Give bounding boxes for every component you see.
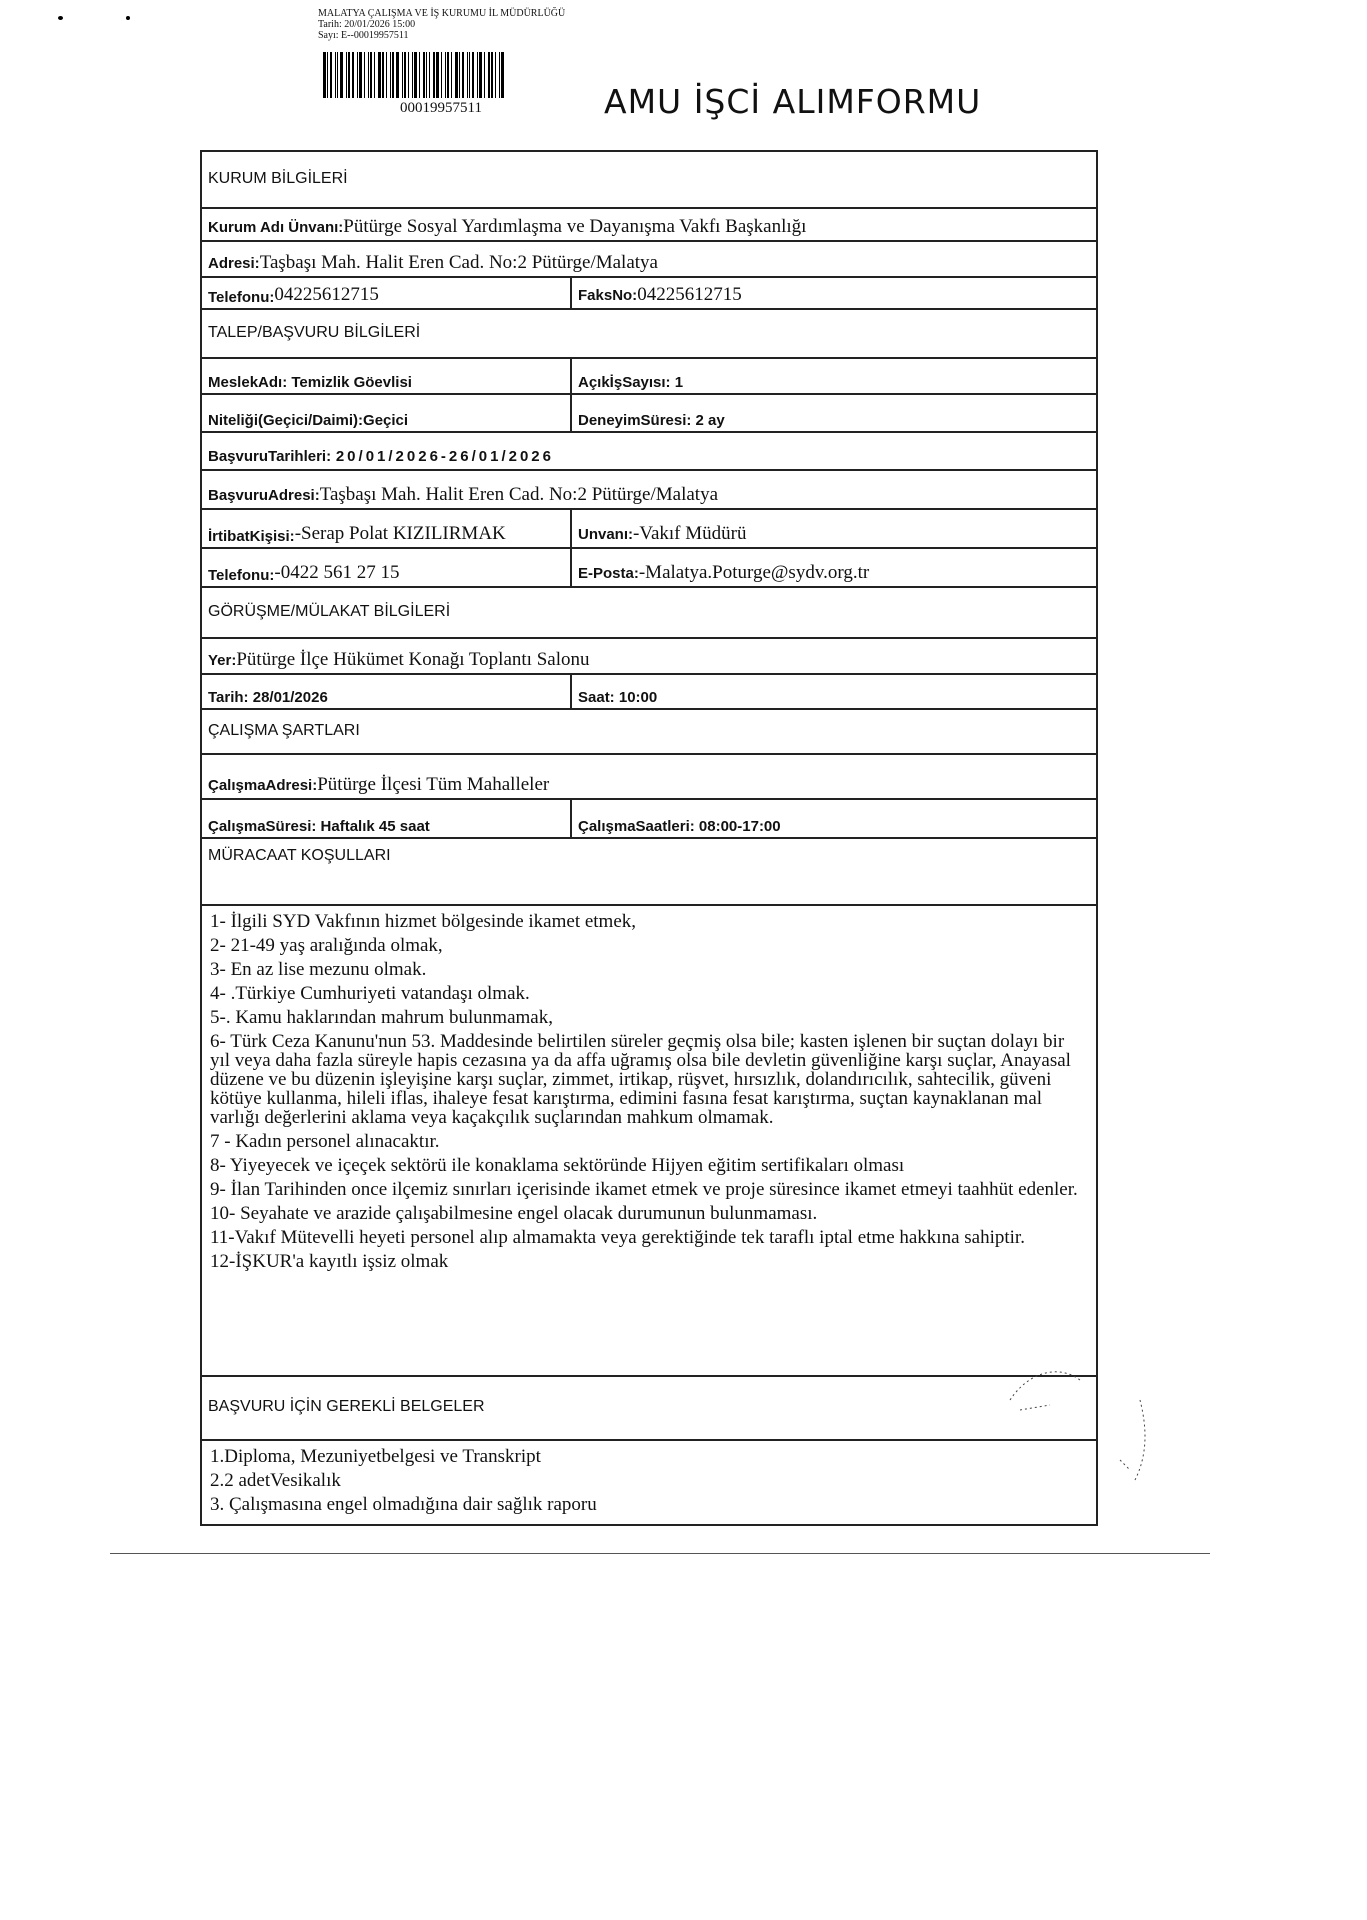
label: E-Posta:	[578, 565, 639, 582]
signature	[1000, 1360, 1160, 1500]
barcode-bar	[368, 52, 369, 98]
section-header-gorusme	[202, 588, 1096, 639]
barcode-bar	[408, 52, 409, 98]
barcode-bar	[330, 52, 332, 98]
barcode-bar	[370, 52, 372, 98]
deneyim: DeneyimSüresi: 2 ay	[578, 412, 725, 429]
value: -Vakıf Müdürü	[633, 523, 747, 544]
barcode-bar	[455, 52, 458, 98]
barcode-bar	[374, 52, 375, 98]
barcode-bar	[462, 52, 464, 98]
row-telefon-faks	[202, 278, 1096, 310]
label: Telefonu:	[208, 289, 275, 306]
row-basvuru-adresi	[202, 471, 1096, 510]
row-kurum-adi	[202, 209, 1096, 242]
row-basvuru-tarihleri	[202, 433, 1096, 471]
barcode-bar	[467, 52, 468, 98]
row-irtibat	[202, 510, 1096, 549]
documents-list	[202, 1441, 1096, 1526]
barcode-bar	[441, 52, 442, 98]
barcode-bar	[499, 52, 500, 98]
list-item: 2- 21-49 yaş aralığında olmak,	[210, 935, 443, 956]
barcode-bar	[477, 52, 478, 98]
work-duration: ÇalışmaSüresi: Haftalık 45 saat	[202, 800, 572, 837]
work-hours: ÇalışmaSaatleri: 08:00-17:00	[578, 818, 781, 835]
scan-speck	[58, 16, 63, 20]
barcode-bar	[414, 52, 417, 98]
stamp-date: Tarih: 20/01/2026 15:00	[318, 19, 416, 30]
list-item: 3- En az lise mezunu olmak.	[210, 959, 427, 980]
barcode-bar	[364, 52, 365, 98]
barcode-bar	[472, 52, 474, 98]
list-item: 1.Diploma, Mezuniyetbelgesi ve Transkript	[210, 1446, 541, 1467]
list-item: 9- İlan Tarihinden once ilçemiz sınırları içerisinde ikamet etmek ve proje süresince ikamet etmeyi taahhüt edenler.	[210, 1179, 1078, 1200]
barcode-bar	[495, 52, 496, 98]
row-tarih-saat	[202, 675, 1096, 710]
barcode-bar	[412, 52, 413, 98]
row-nitelik	[202, 395, 1096, 433]
label: Telefonu:	[208, 567, 275, 584]
barcode-bar	[396, 52, 399, 98]
section-title: KURUM BİLGİLERİ	[208, 169, 348, 187]
list-item: 4- .Türkiye Cumhuriyeti vatandaşı olmak.	[210, 983, 530, 1004]
value: -Serap Polat KIZILIRMAK	[294, 523, 506, 544]
section-header-belgeler	[202, 1377, 1096, 1441]
list-item: 11-Vakıf Mütevelli heyeti personel alıp almamakta veya gerektiğinde tek taraflı iptal etme hakkına sahiptir.	[210, 1227, 1025, 1248]
label: FaksNo:	[578, 287, 638, 304]
barcode-bar	[451, 52, 452, 98]
barcode	[323, 52, 603, 98]
stamp-number: Sayı: E--00019957511	[318, 30, 409, 41]
value: 04225612715	[274, 284, 379, 305]
conditions-list	[202, 906, 1096, 1377]
barcode-bar	[445, 52, 446, 98]
value: -0422 561 27 15	[274, 562, 400, 583]
barcode-bar	[335, 52, 336, 98]
barcode-bar	[469, 52, 470, 98]
barcode-bar	[404, 52, 406, 98]
row-meslek	[202, 359, 1096, 395]
row-iletisim	[202, 549, 1096, 588]
label: BaşvuruTarihleri:	[208, 448, 332, 465]
section-header-talep	[202, 310, 1096, 359]
row-calisma-suresi	[202, 800, 1096, 839]
value: Taşbaşı Mah. Halit Eren Cad. No:2 Pütürge/Malatya	[319, 484, 718, 505]
nitelik: Niteliği(Geçici/Daimi):Geçici	[202, 395, 572, 431]
section-header-kurum	[202, 152, 1096, 209]
value: 04225612715	[637, 284, 742, 305]
barcode-bar	[357, 52, 358, 98]
label: Adresi:	[208, 255, 260, 272]
barcode-bar	[348, 52, 350, 98]
row-yer	[202, 639, 1096, 675]
section-title: TALEP/BAŞVURU BİLGİLERİ	[208, 323, 421, 341]
section-title: BAŞVURU İÇİN GEREKLİ BELGELER	[208, 1398, 485, 1415]
section-title: MÜRACAAT KOŞULLARI	[208, 847, 391, 864]
barcode-bar	[433, 52, 435, 98]
value: Pütürge İlçe Hükümet Konağı Toplantı Salonu	[236, 649, 590, 670]
list-item: 1- İlgili SYD Vakfının hizmet bölgesinde ikamet etmek,	[210, 911, 637, 932]
barcode-bar	[390, 52, 391, 98]
barcode-bar	[484, 52, 485, 98]
barcode-bar	[346, 52, 347, 98]
barcode-bar	[402, 52, 403, 98]
barcode-bar	[337, 52, 338, 98]
scan-speck	[126, 16, 130, 20]
barcode-bar	[459, 52, 460, 98]
barcode-bar	[491, 52, 493, 98]
value: 20/01/2026-26/01/2026	[335, 448, 554, 465]
interview-time: Saat: 10:00	[578, 689, 658, 706]
barcode-bar	[382, 52, 384, 98]
barcode-bar	[359, 52, 362, 98]
label: Yer:	[208, 652, 237, 669]
barcode-bar	[340, 52, 343, 98]
row-calisma-adresi	[202, 755, 1096, 800]
barcode-bar	[447, 52, 449, 98]
section-title: ÇALIŞMA ŞARTLARI	[208, 721, 360, 739]
barcode-bar	[386, 52, 387, 98]
acik-is-sayisi: AçıkİşSayısı: 1	[578, 374, 684, 391]
divider-line	[110, 1553, 1210, 1554]
meslek: MeslekAdı: Temizlik Göevlisi	[202, 359, 572, 393]
list-item: 12-İŞKUR'a kayıtlı işsiz olmak	[210, 1251, 449, 1272]
row-adres	[202, 242, 1096, 278]
section-title: GÖRÜŞME/MÜLAKAT BİLGİLERİ	[208, 602, 451, 620]
label: Unvanı:	[578, 526, 634, 543]
list-item: 8- Yiyeyecek ve içeçek sektörü ile konaklama sektöründe Hijyen eğitim sertifikaları olması	[210, 1155, 905, 1176]
barcode-bar	[429, 52, 430, 98]
barcode-bar	[479, 52, 482, 98]
barcode-bar	[501, 52, 504, 98]
barcode-bar	[327, 52, 328, 98]
email-value: -Malatya.Poturge@sydv.org.tr	[638, 562, 870, 583]
list-item: 5-. Kamu haklarından mahrum bulunmamak,	[210, 1007, 553, 1028]
barcode-number: 00019957511	[400, 100, 482, 116]
section-header-muracaat	[202, 839, 1096, 906]
stamp-office: MALATYA ÇALIŞMA VE İŞ KURUMU İL MÜDÜRLÜĞÜ	[318, 8, 566, 19]
barcode-bar	[352, 52, 354, 98]
list-item: 10- Seyahate ve arazide çalışabilmesine engel olacak durumunun bulunmaması.	[210, 1203, 818, 1224]
interview-date: Tarih: 28/01/2026	[202, 675, 572, 708]
barcode-bar	[488, 52, 490, 98]
list-item: 2.2 adetVesikalık	[210, 1470, 341, 1491]
list-item: 3. Çalışmasına engel olmadığına dair sağlık raporu	[210, 1494, 597, 1515]
barcode-bar	[419, 52, 420, 98]
section-header-calisma	[202, 710, 1096, 755]
barcode-bar	[323, 52, 326, 98]
label: Kurum Adı Ünvanı:	[208, 219, 344, 236]
application-form-table	[200, 150, 1098, 1526]
label: BaşvuruAdresi:	[208, 487, 320, 504]
barcode-bar	[378, 52, 381, 98]
barcode-bar	[392, 52, 394, 98]
barcode-bar	[436, 52, 439, 98]
value: Pütürge Sosyal Yardımlaşma ve Dayanışma Vakfı Başkanlığı	[343, 216, 807, 237]
barcode-bar	[426, 52, 427, 98]
label: İrtibatKişisi:	[208, 528, 295, 545]
barcode-bar	[423, 52, 425, 98]
value: Taşbaşı Mah. Halit Eren Cad. No:2 Pütürge/Malatya	[259, 252, 658, 273]
registry-stamp	[318, 8, 565, 41]
value: Pütürge İlçesi Tüm Mahalleler	[317, 774, 550, 795]
label: ÇalışmaAdresi:	[208, 777, 318, 794]
list-item: 6- Türk Ceza Kanunu'nun 53. Maddesinde belirtilen süreler geçmiş olsa bile; kasten işlenen bir suçtan dolayı bir yıl veya daha fazla süreyle hapis cezasına ya da affa uğramış olsa bile devletin güvenliğine karşı suçlar, Anayasal düzene ve bu düzenin işleyişine karşı suçlar, zimmet, irtikap, rüşvet, hırsızlık, dolandırıcılık, sahtecilik, güveni kötüye kullanma, hileli iflas, ihaleye fesat karıştırma, edimini fasına fesat karıştırma, suçtan kaynaklanan mal varlığı değerlerini aklama veya kaçakçılık suçlarından mahkum olmamak.	[210, 1031, 1071, 1128]
form-title: AMU İŞCİ ALIMFORMU	[604, 82, 982, 121]
list-item: 7 - Kadın personel alınacaktır.	[210, 1131, 440, 1152]
